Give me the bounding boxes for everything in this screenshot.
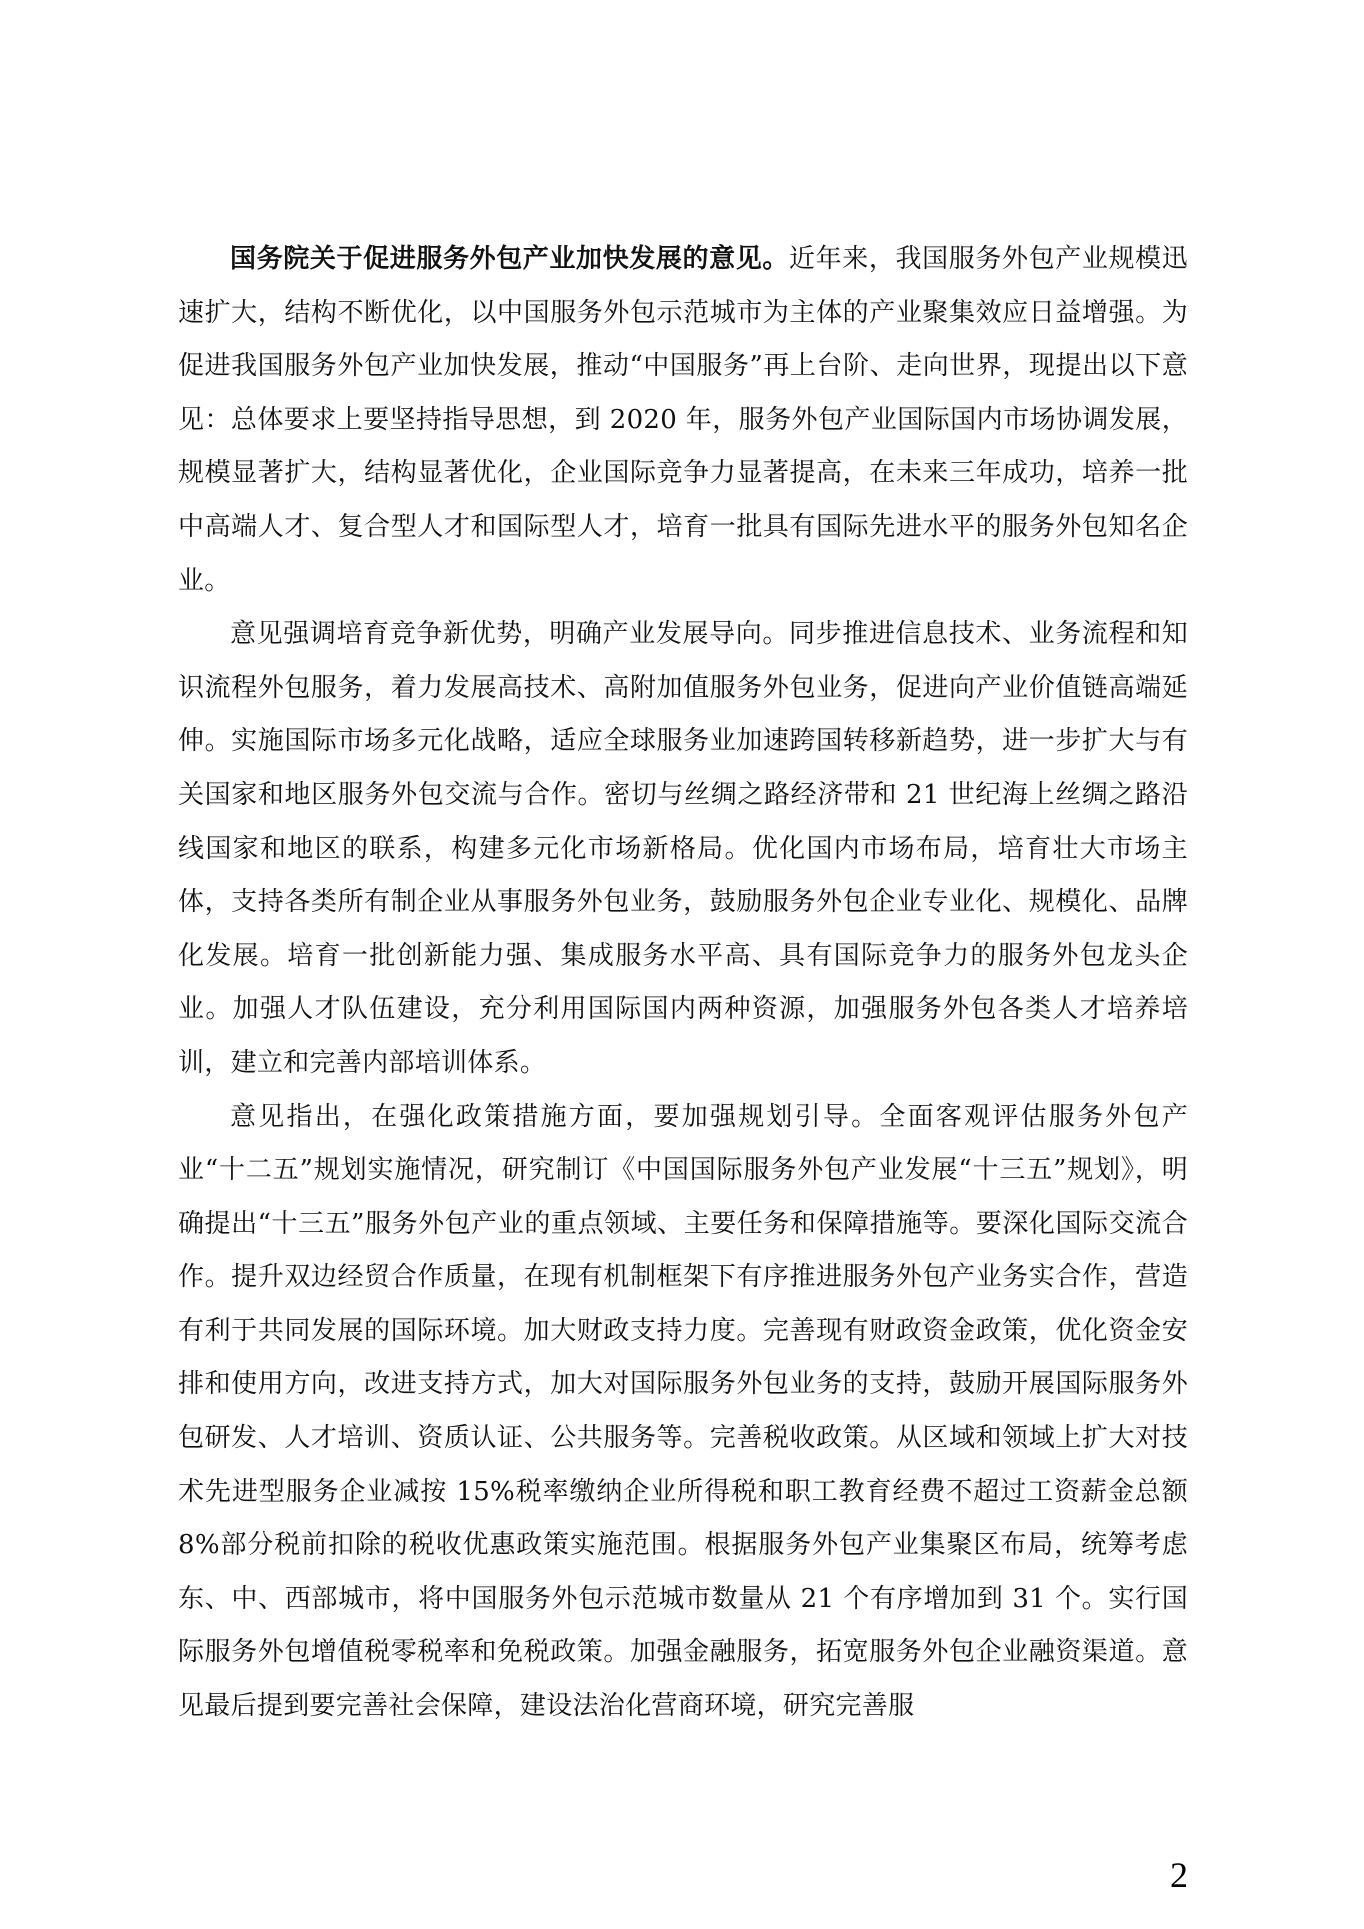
page-number: 2 (1170, 1855, 1188, 1895)
paragraph-text: 近年来，我国服务外包产业规模迅速扩大，结构不断优化，以中国服务外包示范城市为主体的产业聚集效应日益增强。为促进我国服务外包产业加快发展，推动“中国服务”再上台阶、走向世界，现提出以下意见：总体要求上要坚持指导思想，到 2020 年，服务外包产业国际国内市场协调发展，规模显著扩大，结构显著优化，企业国际竞争力显著提高，在未来三年成功，培养一批中高端人才、复合型人才和国际型人才，培育一批具有国际先进水平的服务外包知名企业。 (178, 244, 1188, 596)
paragraph-competition (178, 608, 1188, 1090)
paragraph-policy (178, 1091, 1188, 1734)
body-text (178, 233, 1188, 1734)
paragraph-intro (178, 233, 1188, 608)
paragraph-lead-title: 国务院关于促进服务外包产业加快发展的意见。 (230, 244, 790, 274)
paragraph-text: 意见指出，在强化政策措施方面，要加强规划引导。全面客观评估服务外包产业“十二五”规划实施情况，研究制订《中国国际服务外包产业发展“十三五”规划》，明确提出“十三五”服务外包产业的重点领域、主要任务和保障措施等。要深化国际交流合作。提升双边经贸合作质量，在现有机制框架下有序推进服务外包产业务实合作，营造有利于共同发展的国际环境。加大财政支持力度。完善现有财政资金政策，优化资金安排和使用方向，改进支持方式，加大对国际服务外包业务的支持，鼓励开展国际服务外包研发、人才培训、资质认证、公共服务等。完善税收政策。从区域和领域上扩大对技术先进型服务企业减按 15%税率缴纳企业所得税和职工教育经费不超过工资薪金总额 8%部分税前扣除的税收优惠政策实施范围。根据服务外包产业集聚区布局，统筹考虑东、中、西部城市，将中国服务外包示范城市数量从 21 个有序增加到 31 个。实行国际服务外包增值税零税率和免税政策。加强金融服务，拓宽服务外包企业融资渠道。意见最后提到要完善社会保障，建设法治化营商环境，研究完善服 (178, 1101, 1188, 1722)
paragraph-text: 意见强调培育竞争新优势，明确产业发展导向。同步推进信息技术、业务流程和知识流程外包服务，着力发展高技术、高附加值服务外包业务，促进向产业价值链高端延伸。实施国际市场多元化战略，适应全球服务业加速跨国转移新趋势，进一步扩大与有关国家和地区服务外包交流与合作。密切与丝绸之路经济带和 21 世纪海上丝绸之路沿线国家和地区的联系，构建多元化市场新格局。优化国内市场布局，培育壮大市场主体，支持各类所有制企业从事服务外包业务，鼓励服务外包企业专业化、规模化、品牌化发展。培育一批创新能力强、集成服务水平高、具有国际竞争力的服务外包龙头企业。加强人才队伍建设，充分利用国际国内两种资源，加强服务外包各类人才培养培训，建立和完善内部培训体系。 (178, 619, 1188, 1078)
